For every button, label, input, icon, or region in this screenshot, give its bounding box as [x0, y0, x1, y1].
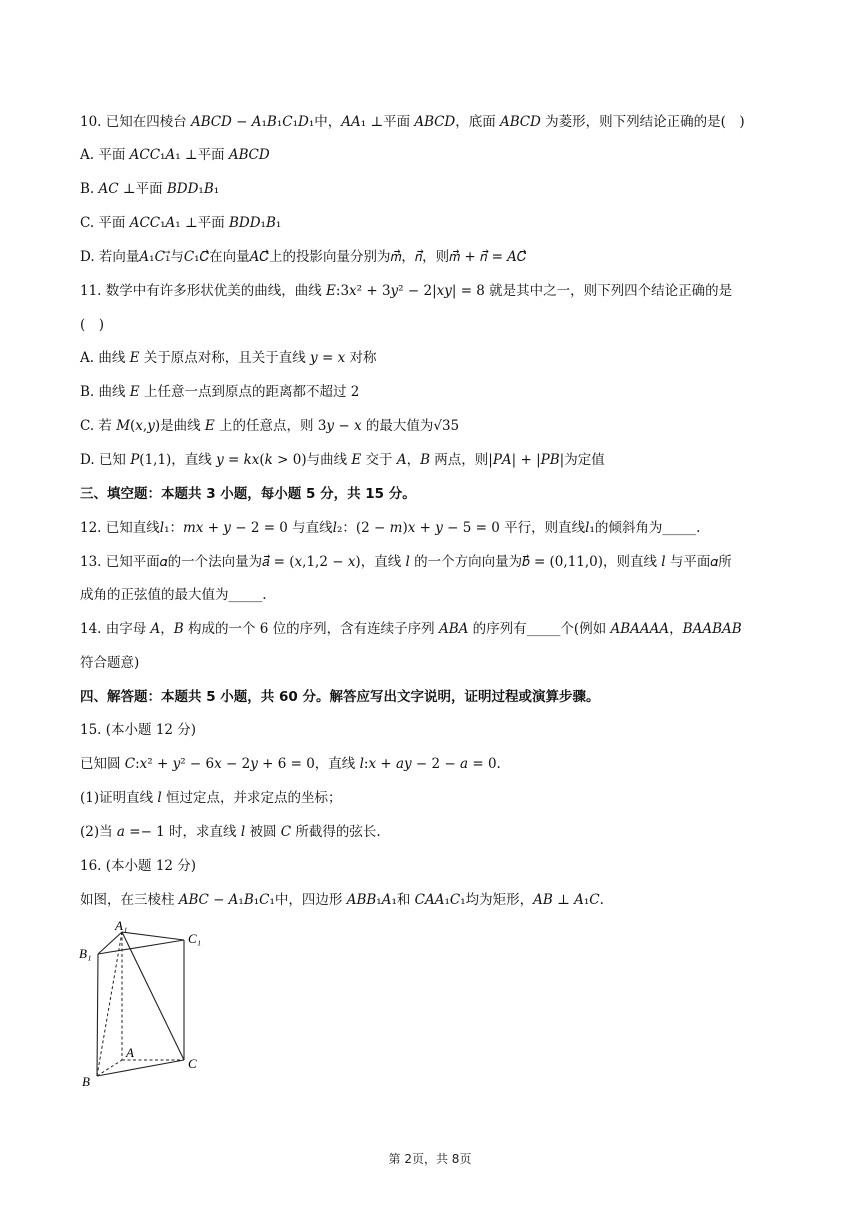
q10-option-d: D. 若向量𝐴₁𝐶₁⃗与𝐶₁𝐶⃗在向量𝐴𝐶⃗上的投影向量分别为𝑚⃗，𝑛⃗，则𝑚⃗ + 𝑛⃗ = 𝐴𝐶⃗: [80, 249, 527, 265]
label-a1: A₁: [115, 918, 128, 933]
q15-stem: 已知圆 𝐶:𝑥² + 𝑦² − 6𝑥 − 2𝑦 + 6 = 0，直线 𝑙:𝑥 + 𝑎𝑦 − 2 − 𝑎 = 0.: [80, 756, 501, 772]
label-a: A: [126, 1045, 134, 1060]
q10-option-c: C. 平面 𝐴𝐶𝐶₁𝐴₁ ⊥平面 𝐵𝐷𝐷₁𝐵₁: [80, 215, 282, 231]
label-c1: C₁: [188, 931, 202, 946]
q15-part-2: (2)当 𝑎 =− 1 时，求直线 𝑙 被圆 𝐶 所截得的弦长.: [80, 824, 381, 840]
q13: 13. 已知平面𝛼的一个法向量为𝑎⃗ = (𝑥,1,2 − 𝑥)，直线 𝑙 的一个方向向量为𝑏⃗ = (0,11,0)，则直线 𝑙 与平面𝛼所: [80, 554, 732, 570]
section-4-heading: 四、解答题：本题共 5 小题，共 60 分。解答应写出文字说明，证明过程或演算步骤。: [80, 689, 600, 705]
q10-option-a: A. 平面 𝐴𝐶𝐶₁𝐴₁ ⊥平面 𝐴𝐵𝐶𝐷: [80, 147, 270, 163]
q11-stem-cont: ( ): [80, 317, 105, 333]
q10-stem: 10. 已知在四棱台 𝐴𝐵𝐶𝐷 − 𝐴₁𝐵₁𝐶₁𝐷₁中，𝐴𝐴₁ ⊥平面 𝐴𝐵𝐶𝐷，底面 𝐴𝐵𝐶𝐷 为菱形，则下列结论正确的是( ): [80, 114, 745, 130]
label-b1: B₁: [79, 946, 92, 961]
q14-cont: 符合题意): [80, 655, 140, 671]
q15-part-1: (1)证明直线 𝑙 恒过定点，并求定点的坐标；: [80, 790, 342, 806]
q12: 12. 已知直线𝑙₁：𝑚𝑥 + 𝑦 − 2 = 0 与直线𝑙₂：(2 − 𝑚)𝑥 + 𝑦 − 5 = 0 平行，则直线𝑙₁的倾斜角为_____.: [80, 520, 701, 536]
q10-option-b: B. 𝐴𝐶 ⊥平面 𝐵𝐷𝐷₁𝐵₁: [80, 181, 220, 197]
page-footer: 第 2页，共 8页: [388, 1152, 472, 1166]
q16-heading: 16. (本小题 12 分): [80, 858, 197, 874]
q13-cont: 成角的正弦值的最大值为_____.: [80, 587, 267, 603]
label-b: B: [82, 1074, 90, 1089]
q11-option-c: C. 若 𝑀(𝑥,𝑦)是曲线 𝐸 上的任意点，则 3𝑦 − 𝑥 的最大值为√35: [80, 418, 460, 434]
q11-option-b: B. 曲线 𝐸 上任意一点到原点的距离都不超过 2: [80, 384, 360, 400]
q14: 14. 由字母 𝐴，𝐵 构成的一个 6 位的序列，含有连续子序列 𝐴𝐵𝐴 的序列有_____个(例如 𝐴𝐵𝐴𝐴𝐴𝐴，𝐵𝐴𝐴𝐵𝐴𝐵: [80, 621, 742, 637]
section-3-heading: 三、填空题：本题共 3 小题，每小题 5 分，共 15 分。: [80, 486, 416, 502]
q15-heading: 15. (本小题 12 分): [80, 722, 197, 738]
q11-stem: 11. 数学中有许多形状优美的曲线，曲线 𝐸:3𝑥² + 3𝑦² − 2|𝑥𝑦| = 8 就是其中之一，则下列四个结论正确的是: [80, 283, 733, 299]
q11-option-a: A. 曲线 𝐸 关于原点对称，且关于直线 𝑦 = 𝑥 对称: [80, 350, 377, 366]
q16-stem: 如图，在三棱柱 𝐴𝐵𝐶 − 𝐴₁𝐵₁𝐶₁中，四边形 𝐴𝐵𝐵₁𝐴₁和 𝐶𝐴𝐴₁𝐶₁均为矩形，𝐴𝐵 ⊥ 𝐴₁𝐶.: [80, 892, 604, 908]
label-c: C: [188, 1056, 197, 1071]
prism-figure: [78, 918, 218, 1094]
q11-option-d: D. 已知 𝑃(1,1)，直线 𝑦 = 𝑘𝑥(𝑘 > 0)与曲线 𝐸 交于 𝐴，𝐵 两点，则|𝑃𝐴| + |𝑃𝐵|为定值: [80, 452, 605, 468]
